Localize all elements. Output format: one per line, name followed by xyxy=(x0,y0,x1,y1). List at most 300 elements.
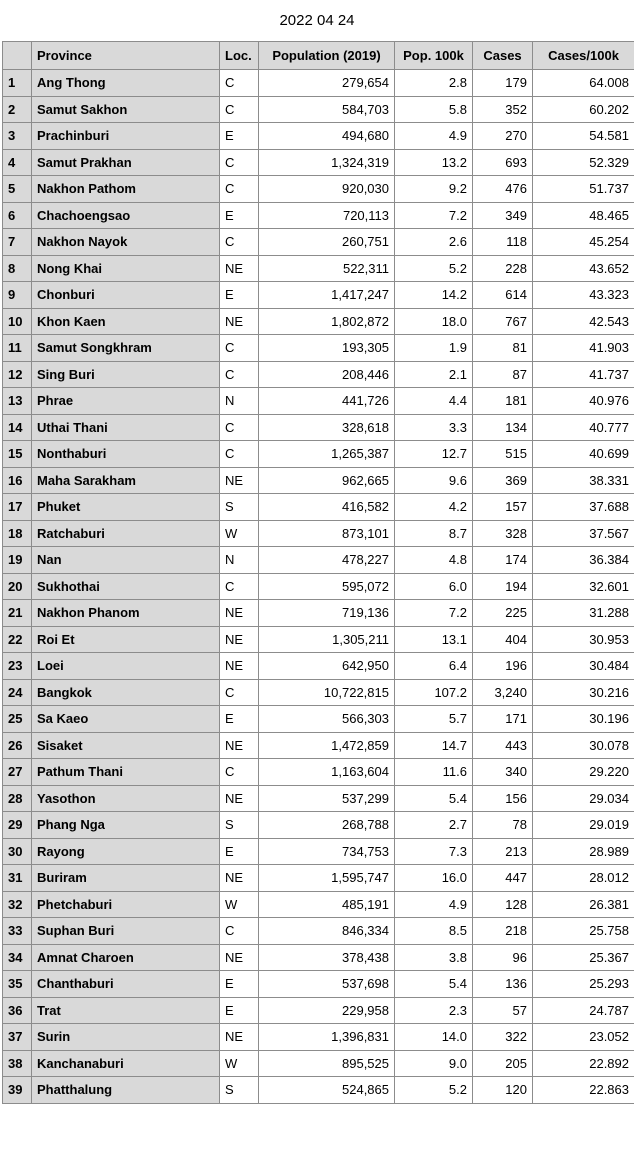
rank-cell: 4 xyxy=(3,149,32,176)
cases-per-100k-cell: 22.892 xyxy=(533,1050,634,1077)
province-cell: Nong Khai xyxy=(32,255,220,282)
location-cell: C xyxy=(220,96,259,123)
cases-per-100k-cell: 25.367 xyxy=(533,944,634,971)
pop-100k-cell: 13.2 xyxy=(395,149,473,176)
population-cell: 522,311 xyxy=(259,255,395,282)
pop-100k-cell: 3.3 xyxy=(395,414,473,441)
province-cell: Khon Kaen xyxy=(32,308,220,335)
pop-100k-cell: 9.6 xyxy=(395,467,473,494)
rank-cell: 17 xyxy=(3,494,32,521)
population-cell: 962,665 xyxy=(259,467,395,494)
population-cell: 378,438 xyxy=(259,944,395,971)
rank-cell: 26 xyxy=(3,732,32,759)
cases-cell: 205 xyxy=(473,1050,533,1077)
location-cell: S xyxy=(220,494,259,521)
rank-cell: 5 xyxy=(3,176,32,203)
table-row xyxy=(3,388,634,415)
location-cell: C xyxy=(220,335,259,362)
cases-cell: 328 xyxy=(473,520,533,547)
population-cell: 920,030 xyxy=(259,176,395,203)
cases-cell: 352 xyxy=(473,96,533,123)
province-cell: Loei xyxy=(32,653,220,680)
province-cell: Ratchaburi xyxy=(32,520,220,547)
province-cell: Pathum Thani xyxy=(32,759,220,786)
cases-per-100k-cell: 60.202 xyxy=(533,96,634,123)
rank-cell: 31 xyxy=(3,865,32,892)
population-cell: 720,113 xyxy=(259,202,395,229)
population-cell: 10,722,815 xyxy=(259,679,395,706)
population-cell: 1,163,604 xyxy=(259,759,395,786)
population-cell: 494,680 xyxy=(259,123,395,150)
pop-100k-cell: 4.2 xyxy=(395,494,473,521)
rank-cell: 27 xyxy=(3,759,32,786)
table-row xyxy=(3,785,634,812)
cases-per-100k-cell: 36.384 xyxy=(533,547,634,574)
table-row xyxy=(3,918,634,945)
population-cell: 846,334 xyxy=(259,918,395,945)
province-cell: Nakhon Phanom xyxy=(32,600,220,627)
province-cell: Yasothon xyxy=(32,785,220,812)
pop-100k-cell: 14.0 xyxy=(395,1024,473,1051)
cases-cell: 57 xyxy=(473,997,533,1024)
rank-cell: 1 xyxy=(3,70,32,97)
cases-per-100k-cell: 64.008 xyxy=(533,70,634,97)
table-header-row xyxy=(3,42,634,70)
cases-per-100k-cell: 29.019 xyxy=(533,812,634,839)
province-cell: Phang Nga xyxy=(32,812,220,839)
cases-cell: 136 xyxy=(473,971,533,998)
pop-100k-cell: 6.0 xyxy=(395,573,473,600)
population-cell: 441,726 xyxy=(259,388,395,415)
cases-per-100k-cell: 31.288 xyxy=(533,600,634,627)
cases-cell: 156 xyxy=(473,785,533,812)
province-cell: Sa Kaeo xyxy=(32,706,220,733)
rank-cell: 38 xyxy=(3,1050,32,1077)
population-cell: 1,595,747 xyxy=(259,865,395,892)
population-cell: 537,698 xyxy=(259,971,395,998)
rank-cell: 3 xyxy=(3,123,32,150)
cases-cell: 349 xyxy=(473,202,533,229)
cases-cell: 515 xyxy=(473,441,533,468)
cases-cell: 447 xyxy=(473,865,533,892)
location-cell: E xyxy=(220,202,259,229)
cases-cell: 443 xyxy=(473,732,533,759)
column-header-rank xyxy=(3,42,32,70)
cases-per-100k-cell: 38.331 xyxy=(533,467,634,494)
province-cell: Nakhon Nayok xyxy=(32,229,220,256)
province-cell: Samut Sakhon xyxy=(32,96,220,123)
table-row xyxy=(3,335,634,362)
cases-cell: 179 xyxy=(473,70,533,97)
pop-100k-cell: 5.7 xyxy=(395,706,473,733)
cases-cell: 81 xyxy=(473,335,533,362)
cases-per-100k-cell: 28.012 xyxy=(533,865,634,892)
cases-per-100k-cell: 30.484 xyxy=(533,653,634,680)
location-cell: C xyxy=(220,573,259,600)
pop-100k-cell: 18.0 xyxy=(395,308,473,335)
pop-100k-cell: 4.8 xyxy=(395,547,473,574)
province-cell: Kanchanaburi xyxy=(32,1050,220,1077)
table-row xyxy=(3,865,634,892)
pop-100k-cell: 5.2 xyxy=(395,255,473,282)
rank-cell: 10 xyxy=(3,308,32,335)
population-cell: 1,265,387 xyxy=(259,441,395,468)
cases-per-100k-cell: 54.581 xyxy=(533,123,634,150)
column-header-population: Population (2019) xyxy=(259,42,395,70)
population-cell: 208,446 xyxy=(259,361,395,388)
table-row xyxy=(3,706,634,733)
location-cell: S xyxy=(220,812,259,839)
table-row xyxy=(3,626,634,653)
rank-cell: 14 xyxy=(3,414,32,441)
cases-per-100k-cell: 24.787 xyxy=(533,997,634,1024)
pop-100k-cell: 16.0 xyxy=(395,865,473,892)
cases-per-100k-cell: 30.953 xyxy=(533,626,634,653)
location-cell: C xyxy=(220,176,259,203)
cases-cell: 171 xyxy=(473,706,533,733)
cases-per-100k-cell: 45.254 xyxy=(533,229,634,256)
province-cell: Sukhothai xyxy=(32,573,220,600)
pop-100k-cell: 5.4 xyxy=(395,785,473,812)
rank-cell: 15 xyxy=(3,441,32,468)
cases-per-100k-cell: 40.777 xyxy=(533,414,634,441)
population-cell: 193,305 xyxy=(259,335,395,362)
pop-100k-cell: 13.1 xyxy=(395,626,473,653)
location-cell: C xyxy=(220,229,259,256)
population-cell: 719,136 xyxy=(259,600,395,627)
location-cell: C xyxy=(220,679,259,706)
cases-cell: 174 xyxy=(473,547,533,574)
table-row xyxy=(3,202,634,229)
pop-100k-cell: 5.2 xyxy=(395,1077,473,1104)
column-header-cases-per-100k: Cases/100k xyxy=(533,42,634,70)
rank-cell: 12 xyxy=(3,361,32,388)
rank-cell: 23 xyxy=(3,653,32,680)
rank-cell: 33 xyxy=(3,918,32,945)
province-cell: Rayong xyxy=(32,838,220,865)
cases-cell: 3,240 xyxy=(473,679,533,706)
location-cell: C xyxy=(220,918,259,945)
province-cases-table xyxy=(2,41,634,1104)
cases-per-100k-cell: 52.329 xyxy=(533,149,634,176)
location-cell: NE xyxy=(220,308,259,335)
location-cell: E xyxy=(220,838,259,865)
province-cell: Chanthaburi xyxy=(32,971,220,998)
location-cell: NE xyxy=(220,785,259,812)
location-cell: C xyxy=(220,759,259,786)
cases-cell: 181 xyxy=(473,388,533,415)
column-header-cases: Cases xyxy=(473,42,533,70)
province-cell: Phrae xyxy=(32,388,220,415)
location-cell: NE xyxy=(220,626,259,653)
population-cell: 642,950 xyxy=(259,653,395,680)
cases-per-100k-cell: 43.323 xyxy=(533,282,634,309)
cases-per-100k-cell: 23.052 xyxy=(533,1024,634,1051)
pop-100k-cell: 4.9 xyxy=(395,123,473,150)
province-cell: Bangkok xyxy=(32,679,220,706)
location-cell: E xyxy=(220,971,259,998)
cases-per-100k-cell: 29.034 xyxy=(533,785,634,812)
province-cell: Sing Buri xyxy=(32,361,220,388)
population-cell: 1,305,211 xyxy=(259,626,395,653)
population-cell: 873,101 xyxy=(259,520,395,547)
population-cell: 1,472,859 xyxy=(259,732,395,759)
table-row xyxy=(3,255,634,282)
table-row xyxy=(3,1077,634,1104)
cases-cell: 213 xyxy=(473,838,533,865)
population-cell: 1,396,831 xyxy=(259,1024,395,1051)
cases-per-100k-cell: 28.989 xyxy=(533,838,634,865)
table-row xyxy=(3,96,634,123)
cases-per-100k-cell: 43.652 xyxy=(533,255,634,282)
table-row xyxy=(3,1024,634,1051)
cases-per-100k-cell: 48.465 xyxy=(533,202,634,229)
cases-cell: 767 xyxy=(473,308,533,335)
cases-cell: 218 xyxy=(473,918,533,945)
location-cell: N xyxy=(220,388,259,415)
rank-cell: 7 xyxy=(3,229,32,256)
table-body xyxy=(3,70,634,1104)
cases-per-100k-cell: 26.381 xyxy=(533,891,634,918)
location-cell: NE xyxy=(220,255,259,282)
rank-cell: 39 xyxy=(3,1077,32,1104)
province-cell: Roi Et xyxy=(32,626,220,653)
location-cell: NE xyxy=(220,732,259,759)
pop-100k-cell: 7.3 xyxy=(395,838,473,865)
pop-100k-cell: 11.6 xyxy=(395,759,473,786)
location-cell: NE xyxy=(220,467,259,494)
rank-cell: 9 xyxy=(3,282,32,309)
table-row xyxy=(3,308,634,335)
column-header-province: Province xyxy=(32,42,220,70)
table-row xyxy=(3,944,634,971)
pop-100k-cell: 12.7 xyxy=(395,441,473,468)
rank-cell: 22 xyxy=(3,626,32,653)
pop-100k-cell: 8.5 xyxy=(395,918,473,945)
rank-cell: 35 xyxy=(3,971,32,998)
population-cell: 416,582 xyxy=(259,494,395,521)
cases-per-100k-cell: 30.216 xyxy=(533,679,634,706)
province-cell: Prachinburi xyxy=(32,123,220,150)
population-cell: 478,227 xyxy=(259,547,395,574)
population-cell: 895,525 xyxy=(259,1050,395,1077)
pop-100k-cell: 9.2 xyxy=(395,176,473,203)
pop-100k-cell: 14.2 xyxy=(395,282,473,309)
province-cell: Nan xyxy=(32,547,220,574)
rank-cell: 6 xyxy=(3,202,32,229)
province-cell: Surin xyxy=(32,1024,220,1051)
pop-100k-cell: 2.6 xyxy=(395,229,473,256)
pop-100k-cell: 6.4 xyxy=(395,653,473,680)
rank-cell: 13 xyxy=(3,388,32,415)
rank-cell: 30 xyxy=(3,838,32,865)
table-row xyxy=(3,759,634,786)
table-row xyxy=(3,838,634,865)
cases-cell: 96 xyxy=(473,944,533,971)
rank-cell: 20 xyxy=(3,573,32,600)
pop-100k-cell: 8.7 xyxy=(395,520,473,547)
rank-cell: 34 xyxy=(3,944,32,971)
page-title: 2022 04 24 xyxy=(279,12,355,29)
table-row xyxy=(3,467,634,494)
location-cell: E xyxy=(220,123,259,150)
table-row xyxy=(3,414,634,441)
pop-100k-cell: 7.2 xyxy=(395,202,473,229)
cases-cell: 134 xyxy=(473,414,533,441)
province-cell: Nakhon Pathom xyxy=(32,176,220,203)
province-cell: Phuket xyxy=(32,494,220,521)
pop-100k-cell: 5.8 xyxy=(395,96,473,123)
location-cell: W xyxy=(220,891,259,918)
rank-cell: 32 xyxy=(3,891,32,918)
table-row xyxy=(3,891,634,918)
province-cell: Amnat Charoen xyxy=(32,944,220,971)
table-row xyxy=(3,520,634,547)
population-cell: 537,299 xyxy=(259,785,395,812)
cases-cell: 228 xyxy=(473,255,533,282)
province-cell: Chachoengsao xyxy=(32,202,220,229)
rank-cell: 11 xyxy=(3,335,32,362)
location-cell: NE xyxy=(220,944,259,971)
location-cell: C xyxy=(220,149,259,176)
population-cell: 566,303 xyxy=(259,706,395,733)
location-cell: C xyxy=(220,361,259,388)
province-cell: Ang Thong xyxy=(32,70,220,97)
pop-100k-cell: 9.0 xyxy=(395,1050,473,1077)
table-row xyxy=(3,149,634,176)
pop-100k-cell: 5.4 xyxy=(395,971,473,998)
pop-100k-cell: 1.9 xyxy=(395,335,473,362)
table-row xyxy=(3,361,634,388)
population-cell: 584,703 xyxy=(259,96,395,123)
table-row xyxy=(3,653,634,680)
cases-per-100k-cell: 22.863 xyxy=(533,1077,634,1104)
cases-per-100k-cell: 42.543 xyxy=(533,308,634,335)
population-cell: 1,802,872 xyxy=(259,308,395,335)
cases-cell: 118 xyxy=(473,229,533,256)
location-cell: C xyxy=(220,441,259,468)
table-row xyxy=(3,971,634,998)
pop-100k-cell: 2.1 xyxy=(395,361,473,388)
pop-100k-cell: 7.2 xyxy=(395,600,473,627)
pop-100k-cell: 3.8 xyxy=(395,944,473,971)
population-cell: 229,958 xyxy=(259,997,395,1024)
table-row xyxy=(3,1050,634,1077)
cases-cell: 404 xyxy=(473,626,533,653)
population-cell: 485,191 xyxy=(259,891,395,918)
cases-per-100k-cell: 32.601 xyxy=(533,573,634,600)
table-row xyxy=(3,547,634,574)
rank-cell: 37 xyxy=(3,1024,32,1051)
cases-cell: 476 xyxy=(473,176,533,203)
rank-cell: 24 xyxy=(3,679,32,706)
location-cell: W xyxy=(220,520,259,547)
location-cell: E xyxy=(220,706,259,733)
table-row xyxy=(3,997,634,1024)
cases-cell: 270 xyxy=(473,123,533,150)
cases-cell: 196 xyxy=(473,653,533,680)
location-cell: NE xyxy=(220,865,259,892)
table-row xyxy=(3,282,634,309)
column-header-location: Loc. xyxy=(220,42,259,70)
cases-cell: 120 xyxy=(473,1077,533,1104)
population-cell: 328,618 xyxy=(259,414,395,441)
cases-per-100k-cell: 25.293 xyxy=(533,971,634,998)
cases-per-100k-cell: 51.737 xyxy=(533,176,634,203)
table-row xyxy=(3,600,634,627)
pop-100k-cell: 14.7 xyxy=(395,732,473,759)
population-cell: 279,654 xyxy=(259,70,395,97)
cases-cell: 322 xyxy=(473,1024,533,1051)
population-cell: 524,865 xyxy=(259,1077,395,1104)
population-cell: 1,324,319 xyxy=(259,149,395,176)
cases-per-100k-cell: 41.903 xyxy=(533,335,634,362)
location-cell: N xyxy=(220,547,259,574)
cases-per-100k-cell: 30.196 xyxy=(533,706,634,733)
province-cell: Nonthaburi xyxy=(32,441,220,468)
pop-100k-cell: 4.9 xyxy=(395,891,473,918)
location-cell: C xyxy=(220,70,259,97)
cases-per-100k-cell: 30.078 xyxy=(533,732,634,759)
population-cell: 595,072 xyxy=(259,573,395,600)
cases-per-100k-cell: 25.758 xyxy=(533,918,634,945)
cases-per-100k-cell: 37.567 xyxy=(533,520,634,547)
rank-cell: 8 xyxy=(3,255,32,282)
pop-100k-cell: 4.4 xyxy=(395,388,473,415)
location-cell: E xyxy=(220,997,259,1024)
location-cell: C xyxy=(220,414,259,441)
population-cell: 734,753 xyxy=(259,838,395,865)
table-row xyxy=(3,441,634,468)
province-cell: Samut Songkhram xyxy=(32,335,220,362)
cases-cell: 157 xyxy=(473,494,533,521)
location-cell: W xyxy=(220,1050,259,1077)
table-row xyxy=(3,812,634,839)
cases-per-100k-cell: 40.976 xyxy=(533,388,634,415)
rank-cell: 18 xyxy=(3,520,32,547)
province-cell: Trat xyxy=(32,997,220,1024)
table-row xyxy=(3,494,634,521)
cases-cell: 225 xyxy=(473,600,533,627)
location-cell: E xyxy=(220,282,259,309)
cases-cell: 693 xyxy=(473,149,533,176)
province-cell: Phetchaburi xyxy=(32,891,220,918)
column-header-pop-100k: Pop. 100k xyxy=(395,42,473,70)
location-cell: S xyxy=(220,1077,259,1104)
cases-per-100k-cell: 29.220 xyxy=(533,759,634,786)
cases-cell: 78 xyxy=(473,812,533,839)
cases-per-100k-cell: 40.699 xyxy=(533,441,634,468)
province-cell: Sisaket xyxy=(32,732,220,759)
rank-cell: 36 xyxy=(3,997,32,1024)
cases-cell: 369 xyxy=(473,467,533,494)
cases-cell: 128 xyxy=(473,891,533,918)
rank-cell: 25 xyxy=(3,706,32,733)
province-cell: Maha Sarakham xyxy=(32,467,220,494)
rank-cell: 28 xyxy=(3,785,32,812)
table-row xyxy=(3,573,634,600)
cases-cell: 194 xyxy=(473,573,533,600)
province-cell: Phatthalung xyxy=(32,1077,220,1104)
table-row xyxy=(3,123,634,150)
table-row xyxy=(3,679,634,706)
pop-100k-cell: 2.8 xyxy=(395,70,473,97)
cases-cell: 614 xyxy=(473,282,533,309)
cases-per-100k-cell: 37.688 xyxy=(533,494,634,521)
table-row xyxy=(3,70,634,97)
location-cell: NE xyxy=(220,653,259,680)
rank-cell: 16 xyxy=(3,467,32,494)
